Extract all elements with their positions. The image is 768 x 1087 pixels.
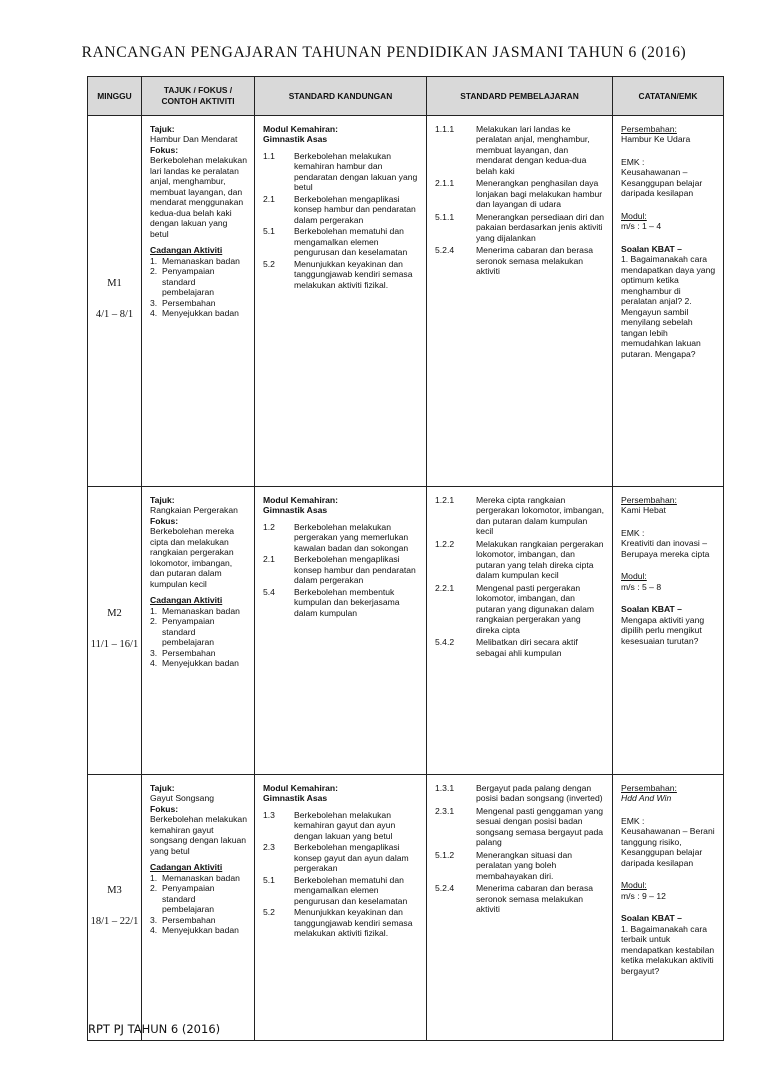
week-row xyxy=(88,116,724,487)
standard-kandungan-item: 5.1 Berkebolehan mematuhi dan mengamalkan elemen pengurusan dan keselamatan xyxy=(263,226,408,258)
header-standard-kandungan: STANDARD KANDUNGAN xyxy=(255,77,427,116)
tajuk-cell xyxy=(142,116,255,487)
standard-pembelajaran-item: 1.3.1 Bergayut pada palang dengan posisi badan songsang (inverted) xyxy=(435,783,603,804)
modul-no-label: Modul: xyxy=(621,571,647,582)
standard-kandungan-item: 1.2 Berkebolehan melakukan pergerakan yang memerlukan kawalan badan dan sokongan xyxy=(263,521,409,553)
tajuk-value: Rangkaian Pergerakan xyxy=(150,505,238,516)
standard-kandungan-cell xyxy=(255,116,427,487)
fokus-value: Berkebolehan melakukan kemahiran gayut songsang dengan lakuan yang betul xyxy=(150,814,247,856)
cadangan-item: 1. Memanaskan badan xyxy=(150,255,240,266)
cadangan-item: 2. Penyampaian standard pembelajaran xyxy=(150,616,215,648)
modul-value: Gimnastik Asas xyxy=(263,505,328,516)
standard-kandungan-item: 5.4 Berkebolehan membentuk kumpulan dan bekerjasama dalam kumpulan xyxy=(263,586,400,618)
week-range: 4/1 – 8/1 xyxy=(95,309,134,320)
week-row xyxy=(88,775,724,1041)
tajuk-label: Tajuk: xyxy=(150,495,175,505)
cadangan-label: Cadangan Aktiviti xyxy=(150,595,223,606)
standard-kandungan-item: 5.2 Menunjukkan keyakinan dan tanggungjawab kendiri semasa melakukan aktiviti fizikal. xyxy=(263,258,413,290)
standard-kandungan-item: 2.1 Berkebolehan mengaplikasi konsep hambur dan pendaratan dalam pergerakan xyxy=(263,193,416,225)
emk-value: Keusahawanan – Kesanggupan belajar daripada kesilapan xyxy=(621,167,703,199)
header-tajuk-line1: TAJUK / FOKUS / xyxy=(163,84,233,95)
tajuk-label: Tajuk: xyxy=(150,124,175,134)
modul-label: Modul Kemahiran: xyxy=(263,124,338,134)
standard-pembelajaran-item: 1.1.1 Melakukan lari landas ke peralatan anjal, menghambur, membuat layangan, dan mendarat dengan kedua-dua belah kaki xyxy=(435,124,590,176)
cadangan-item: 1. Memanaskan badan xyxy=(150,872,240,883)
catatan-cell xyxy=(613,775,724,1041)
standard-kandungan-item: 5.2 Menunjukkan keyakinan dan tanggungjawab kendiri semasa melakukan aktiviti fizikal. xyxy=(263,907,413,939)
week-label: M2 xyxy=(107,607,122,619)
cadangan-item: 3. Persembahan xyxy=(150,647,216,658)
cadangan-item: 3. Persembahan xyxy=(150,297,216,308)
standard-kandungan-item: 2.3 Berkebolehan mengaplikasi konsep gayut dan ayun dalam pergerakan xyxy=(263,842,409,874)
persembahan-value: Hdd And Win xyxy=(621,793,672,804)
week-row xyxy=(88,487,724,775)
standard-kandungan-cell xyxy=(255,775,427,1041)
persembahan-value: Kami Hebat xyxy=(621,505,666,516)
kbat-value: Mengapa aktiviti yang dipilih perlu mengikut kesesuaian turutan? xyxy=(621,614,705,646)
fokus-label: Fokus: xyxy=(150,515,179,526)
week-label: M3 xyxy=(107,884,122,896)
week-range: 18/1 – 22/1 xyxy=(90,915,139,927)
standard-pembelajaran-item: 5.1.2 Menerangkan situasi dan peralatan yang boleh membahayakan diri. xyxy=(435,849,573,881)
emk-value: Kreativiti dan inovasi – Berupaya mereka cipta xyxy=(621,538,710,559)
page-title: RANCANGAN PENGAJARAN TAHUNAN PENDIDIKAN JASMANI TAHUN 6 (2016) xyxy=(81,44,687,61)
header-standard-pembelajaran: STANDARD PEMBELAJARAN xyxy=(427,77,613,116)
cadangan-label: Cadangan Aktiviti xyxy=(150,245,223,256)
standard-kandungan-item: 1.1 Berkebolehan melakukan kemahiran hambur dan pendaratan dengan lakuan yang betul xyxy=(263,150,418,193)
catatan-cell xyxy=(613,487,724,775)
week-range: 11/1 – 16/1 xyxy=(90,638,139,650)
persembahan-value: Hambur Ke Udara xyxy=(621,134,691,145)
emk-label: EMK : xyxy=(621,527,645,538)
standard-pembelajaran-item: 5.2.4 Menerima cabaran dan berasa seronok semasa melakukan aktiviti xyxy=(435,883,594,915)
standard-kandungan-cell xyxy=(255,487,427,775)
persembahan-label: Persembahan: xyxy=(621,783,677,793)
standard-pembelajaran-cell xyxy=(427,487,613,775)
modul-value: Gimnastik Asas xyxy=(263,793,328,804)
modul-label: Modul Kemahiran: xyxy=(263,783,338,793)
modul-no-value: m/s : 9 – 12 xyxy=(621,890,666,901)
modul-no-label: Modul: xyxy=(621,210,647,221)
standard-pembelajaran-item: 1.2.1 Mereka cipta rangkaian pergerakan lokomotor, imbangan, dan putaran dalam kumpulan kecil xyxy=(435,495,605,537)
emk-value: Keusahawanan – Berani tanggung risiko, Kesanggupan belajar daripada kesilapan xyxy=(621,826,715,868)
table-header-row xyxy=(88,77,724,116)
modul-value: Gimnastik Asas xyxy=(263,134,328,145)
cadangan-item: 2. Penyampaian standard pembelajaran xyxy=(150,883,215,915)
cadangan-item: 4. Menyejukkan badan xyxy=(150,658,239,669)
header-tajuk xyxy=(142,77,255,116)
kbat-label: Soalan KBAT – xyxy=(621,243,682,254)
standard-pembelajaran-item: 2.2.1 Mengenal pasti pergerakan lokomotor, imbangan, dan putaran yang digunakan dalam rangkaian pergerakan yang direka cipta xyxy=(435,582,595,635)
standard-pembelajaran-item: 5.2.4 Menerima cabaran dan berasa seronok semasa melakukan aktiviti xyxy=(435,245,594,277)
cadangan-item: 4. Menyejukkan badan xyxy=(150,308,239,319)
standard-kandungan-item: 1.3 Berkebolehan melakukan kemahiran gayut dan ayun dengan lakuan yang betul xyxy=(263,809,396,841)
tajuk-value: Hambur Dan Mendarat xyxy=(150,134,238,145)
fokus-label: Fokus: xyxy=(150,803,179,814)
cadangan-item: 2. Penyampaian standard pembelajaran xyxy=(150,266,215,298)
standard-pembelajaran-item: 2.1.1 Menerangkan penghasilan daya lonjakan bagi melakukan hambur dan layangan di udara xyxy=(435,178,603,210)
kbat-value: 1. Bagaimanakah cara terbaik untuk mendapatkan kestabilan ketika melakukan aktiviti bergayut? xyxy=(621,923,715,976)
modul-no-label: Modul: xyxy=(621,880,647,891)
persembahan-label: Persembahan: xyxy=(621,495,677,505)
fokus-value: Berkebolehan mereka cipta dan melakukan rangkaian pergerakan lokomotor, imbangan, dan putaran dalam kumpulan kecil xyxy=(150,526,235,589)
fokus-value: Berkebolehan melakukan lari landas ke peralatan anjal, menghambur, membuat layangan, dan mendarat menggunakan kedua-dua belah kaki dengan lakuan yang betul xyxy=(150,155,247,239)
week-cell xyxy=(88,775,142,1041)
standard-kandungan-item: 5.1 Berkebolehan mematuhi dan mengamalkan elemen pengurusan dan keselamatan xyxy=(263,874,408,906)
tajuk-cell xyxy=(142,487,255,775)
modul-label: Modul Kemahiran: xyxy=(263,495,338,505)
standard-pembelajaran-item: 2.3.1 Mengenal pasti genggaman yang sesuai dengan posisi badan songsang semasa bergayut pada palang xyxy=(435,805,604,848)
week-label: M1 xyxy=(107,278,122,290)
kbat-value: 1. Bagaimanakah cara mendapatkan daya yang optimum ketika menghambur di peralatan anjal? 2. Mengayun sambil menyilang sebelah tangan lebih memudahkan lakuan putaran. Mengapa? xyxy=(621,254,716,359)
standard-pembelajaran-cell xyxy=(427,775,613,1041)
emk-label: EMK : xyxy=(621,815,645,826)
standard-pembelajaran-item: 5.1.1 Menerangkan persediaan diri dan pakaian berdasarkan jenis aktiviti yang dijalankan xyxy=(435,211,605,243)
standard-pembelajaran-cell xyxy=(427,116,613,487)
header-catatan: CATATAN/EMK xyxy=(613,77,724,116)
tajuk-value: Gayut Songsang xyxy=(150,793,215,804)
modul-no-value: m/s : 5 – 8 xyxy=(621,581,662,592)
header-minggu: MINGGU xyxy=(88,77,142,116)
kbat-label: Soalan KBAT – xyxy=(621,913,682,924)
cadangan-item: 3. Persembahan xyxy=(150,914,216,925)
fokus-label: Fokus: xyxy=(150,144,179,155)
emk-label: EMK : xyxy=(621,156,645,167)
week-cell xyxy=(88,116,142,487)
rpt-table xyxy=(87,76,724,1041)
kbat-label: Soalan KBAT – xyxy=(621,604,682,615)
standard-kandungan-item: 2.1 Berkebolehan mengaplikasi konsep hambur dan pendaratan dalam pergerakan xyxy=(263,554,416,586)
standard-pembelajaran-item: 1.2.2 Melakukan rangkaian pergerakan lokomotor, imbangan, dan putaran yang telah direka cipta dalam kumpulan kecil xyxy=(435,538,604,581)
cadangan-label: Cadangan Aktiviti xyxy=(150,862,223,873)
cadangan-item: 1. Memanaskan badan xyxy=(150,605,240,616)
standard-pembelajaran-item: 5.4.2 Melibatkan diri secara aktif sebagai ahli kumpulan xyxy=(435,637,578,658)
persembahan-label: Persembahan: xyxy=(621,124,677,134)
tajuk-cell xyxy=(142,775,255,1041)
week-cell xyxy=(88,487,142,775)
cadangan-item: 4. Menyejukkan badan xyxy=(150,925,239,936)
page-footer: RPT PJ TAHUN 6 (2016) xyxy=(88,1022,221,1036)
modul-no-value: m/s : 1 – 4 xyxy=(621,221,662,232)
header-tajuk-line2: CONTOH AKTIVITI xyxy=(161,96,235,106)
catatan-cell xyxy=(613,116,724,487)
tajuk-label: Tajuk: xyxy=(150,783,175,793)
